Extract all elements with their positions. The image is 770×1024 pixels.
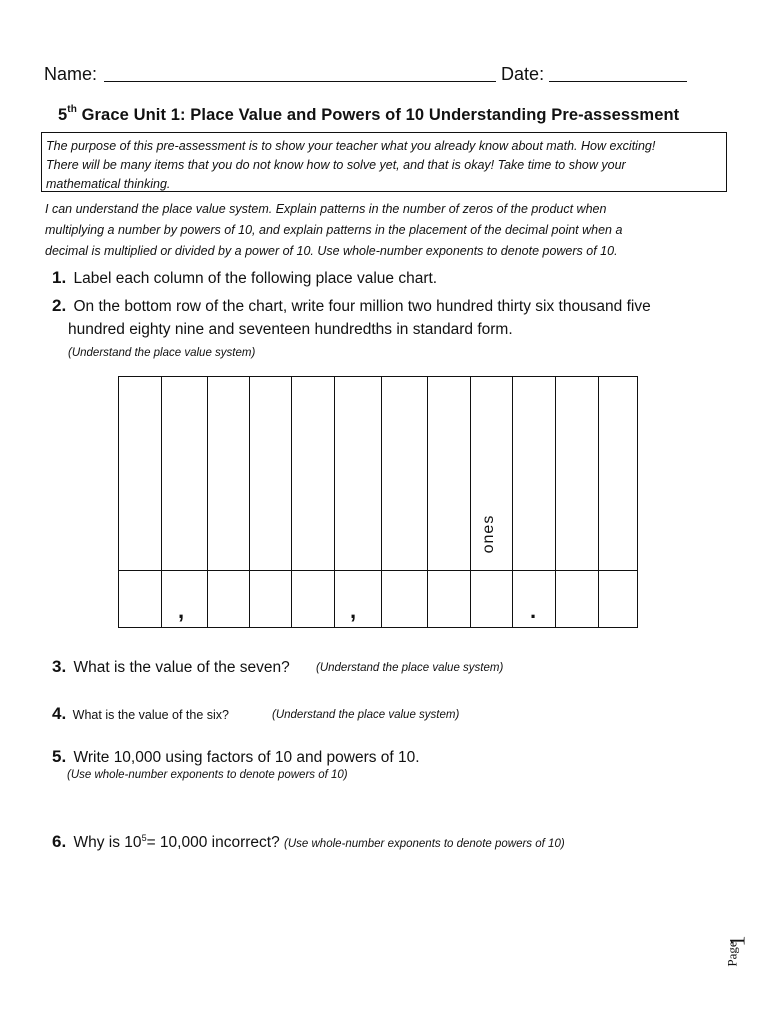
date-field[interactable] bbox=[549, 64, 687, 82]
question-1-number: 1. bbox=[52, 268, 67, 287]
chart-column-divider bbox=[512, 377, 513, 627]
chart-comma-thousands: , bbox=[350, 598, 357, 623]
chart-comma-millions: , bbox=[178, 598, 185, 623]
grade-suffix: th bbox=[67, 104, 77, 115]
question-2-number: 2. bbox=[52, 296, 67, 315]
question-2-note: (Understand the place value system) bbox=[68, 347, 256, 359]
name-date-line bbox=[44, 64, 687, 85]
question-3-text: What is the value of the seven? bbox=[73, 659, 290, 676]
purpose-box bbox=[41, 132, 727, 192]
name-field[interactable] bbox=[104, 64, 496, 82]
chart-column-divider bbox=[555, 377, 556, 627]
chart-decimal-point: . bbox=[530, 598, 537, 623]
grade-number: 5 bbox=[58, 106, 68, 124]
page-title bbox=[58, 104, 679, 125]
learning-standard bbox=[45, 199, 735, 262]
question-1-text: Label each column of the following place value chart. bbox=[73, 270, 438, 287]
question-6-text-before: Why is 10 bbox=[73, 834, 142, 851]
chart-column-divider bbox=[291, 377, 292, 627]
question-5 bbox=[52, 747, 420, 767]
question-6 bbox=[52, 832, 565, 852]
chart-column-divider bbox=[381, 377, 382, 627]
purpose-line-3: mathematical thinking. bbox=[46, 177, 171, 191]
page-number-label bbox=[724, 928, 768, 978]
chart-row-divider bbox=[119, 570, 637, 571]
question-3-number: 3. bbox=[52, 657, 67, 676]
chart-column-divider bbox=[334, 377, 335, 627]
chart-column-divider bbox=[249, 377, 250, 627]
purpose-line-2: There will be many items that you do not know how to solve yet, and that is okay! Take time to show your bbox=[46, 158, 626, 172]
question-3-note: (Understand the place value system) bbox=[316, 662, 504, 674]
question-5-text: Write 10,000 using factors of 10 and powers of 10. bbox=[73, 749, 420, 766]
standard-line-1: I can understand the place value system. Explain patterns in the number of zeros of the product when bbox=[45, 202, 607, 216]
question-2-line-1: On the bottom row of the chart, write four million two hundred thirty six thousand five bbox=[73, 298, 651, 315]
question-1 bbox=[52, 268, 437, 288]
question-3 bbox=[52, 657, 290, 677]
chart-column-divider bbox=[470, 377, 471, 627]
question-4-number: 4. bbox=[52, 704, 67, 723]
chart-column-divider bbox=[161, 377, 162, 627]
question-6-note: (Use whole-number exponents to denote powers of 10) bbox=[284, 838, 565, 850]
date-label: Date: bbox=[501, 64, 545, 84]
purpose-line-1: The purpose of this pre-assessment is to show your teacher what you already know about math. How exciting! bbox=[46, 139, 656, 153]
question-4 bbox=[52, 704, 229, 724]
chart-column-divider bbox=[427, 377, 428, 627]
page-word: Page bbox=[724, 941, 740, 967]
standard-line-3: decimal is multiplied or divided by a power of 10. Use whole-number exponents to denote powers of 10. bbox=[45, 244, 618, 258]
chart-column-divider bbox=[207, 377, 208, 627]
question-2-line-2: hundred eighty nine and seventeen hundredths in standard form. bbox=[68, 321, 513, 338]
standard-line-2: multiplying a number by powers of 10, and explain patterns in the placement of the decimal point when a bbox=[45, 223, 623, 237]
ones-column-label: ones bbox=[480, 514, 497, 554]
question-5-note: (Use whole-number exponents to denote powers of 10) bbox=[67, 769, 348, 781]
question-6-text-after: = 10,000 incorrect? bbox=[146, 834, 280, 851]
question-5-number: 5. bbox=[52, 747, 67, 766]
question-6-exponent: 5 bbox=[141, 832, 147, 843]
question-4-text: What is the value of the six? bbox=[72, 708, 230, 722]
title-text: Grace Unit 1: Place Value and Powers of 10 Understanding Pre-assessment bbox=[76, 106, 680, 124]
question-6-number: 6. bbox=[52, 832, 67, 851]
chart-column-divider bbox=[598, 377, 599, 627]
page-number: 1 bbox=[724, 935, 750, 947]
place-value-chart bbox=[118, 376, 638, 628]
question-2 bbox=[52, 296, 651, 316]
question-4-note: (Understand the place value system) bbox=[272, 709, 460, 721]
name-label: Name: bbox=[44, 64, 98, 84]
